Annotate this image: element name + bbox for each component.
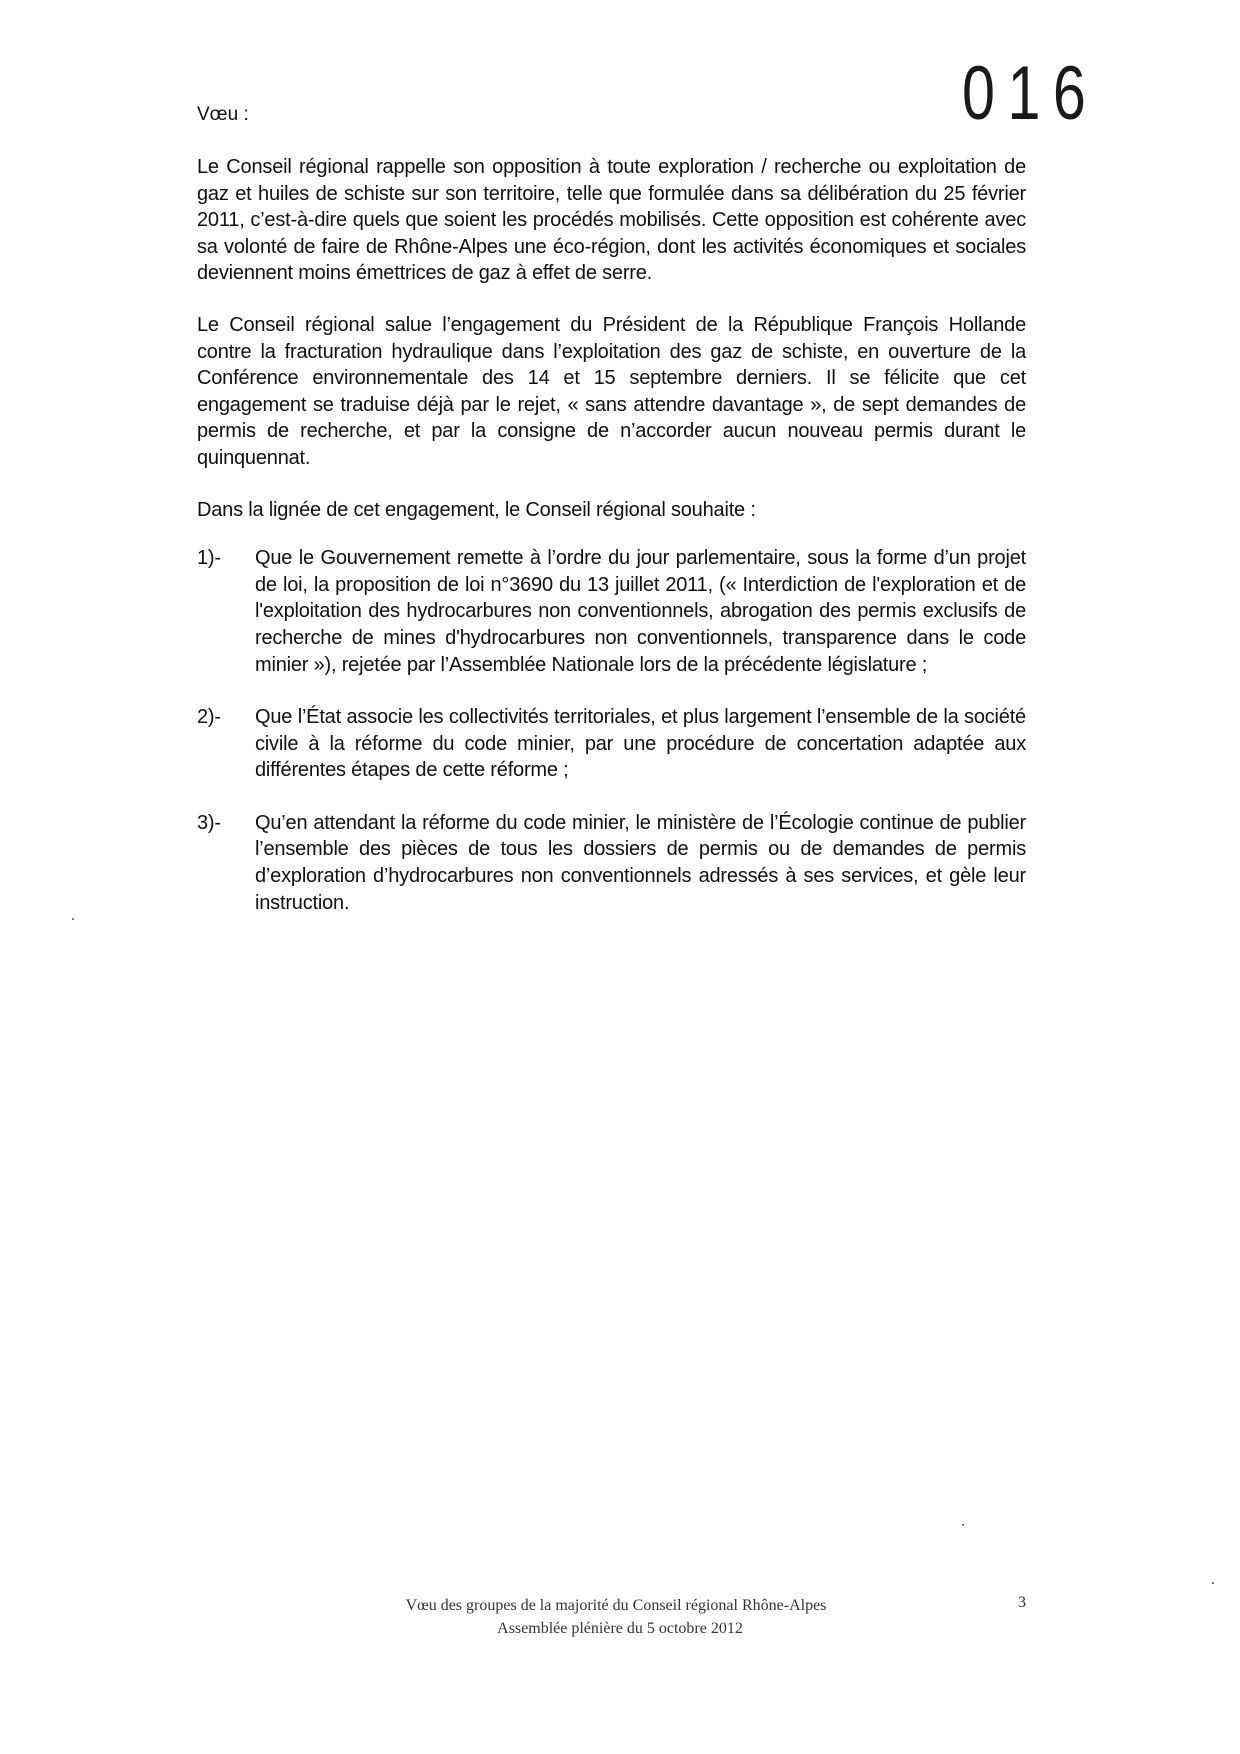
scan-speck [1212,1582,1214,1584]
paragraph: Le Conseil régional salue l’engagement du Président de la République François Hollande contre la fracturation hydraulique dans l’exploitation des gaz de schiste, en ouverture de la Conférence environnementale des 14 et 15 septembre derniers. Il se félicite que cet engagement se traduise déjà par le rejet, « sans attendre davantage », de sept demandes de permis de recherche, et par la consigne de n’accorder aucun nouveau permis durant le quinquennat. [197,313,1026,469]
list-item-number: 1)- [197,547,221,570]
document-stamp-number: 016 [962,51,1099,136]
paragraph: Le Conseil régional rappelle son opposition à toute exploration / recherche ou exploitation de gaz et huiles de schiste sur son territoire, telle que formulée dans sa délibération du 25 février 2011, c’est-à-dire quels que soient les procédés mobilisés. Cette opposition est cohérente avec sa volonté de faire de Rhône-Alpes une éco-région, dont les activités économiques et sociales deviennent moins émettrices de gaz à effet de serre. [197,156,1026,285]
footer-subtitle: Assemblée plénière du 5 octobre 2012 [497,1620,743,1637]
scan-speck [962,1524,964,1526]
list-item-text: Que le Gouvernement remette à l’ordre du jour parlementaire, sous la forme d’un projet de loi, la proposition de loi n°3690 du 13 juillet 2011, (« Interdiction de l'exploration et de l'exploitation des hydrocarbures non conventionnels, abrogation des permis exclusifs de recherche de mines d'hydrocarbures non conventionnels, transparence dans le code minier »), rejetée par l’Assemblée Nationale lors de la précédente législature ; [255,547,1026,676]
list-item [197,704,1026,784]
list-item-text: Que l’État associe les collectivités territoriales, et plus largement l’ensemble de la société civile à la réforme du code minier, par une procédure de concertation adaptée aux différentes étapes de cette réforme ; [255,706,1026,782]
document-body [197,154,1026,942]
list-item [197,545,1026,678]
page-footer [0,1594,1240,1640]
page-number: 3 [1018,1594,1026,1611]
list-item [197,810,1026,916]
page-heading: Vœu : [197,104,249,125]
scan-speck [72,918,74,920]
list-item-number: 3)- [197,811,221,834]
list-item-number: 2)- [197,706,221,729]
footer-title: Vœu des groupes de la majorité du Conseil régional Rhône-Alpes [405,1597,827,1614]
list-item-text: Qu’en attendant la réforme du code minier, le ministère de l’Écologie continue de publier l’ensemble des pièces de tous les dossiers de permis ou de demandes de permis d’exploration d’hydrocarbures non conventionnels adressés à ses services, et gèle leur instruction. [255,811,1026,914]
list-intro: Dans la lignée de cet engagement, le Conseil régional souhaite : [197,498,756,521]
